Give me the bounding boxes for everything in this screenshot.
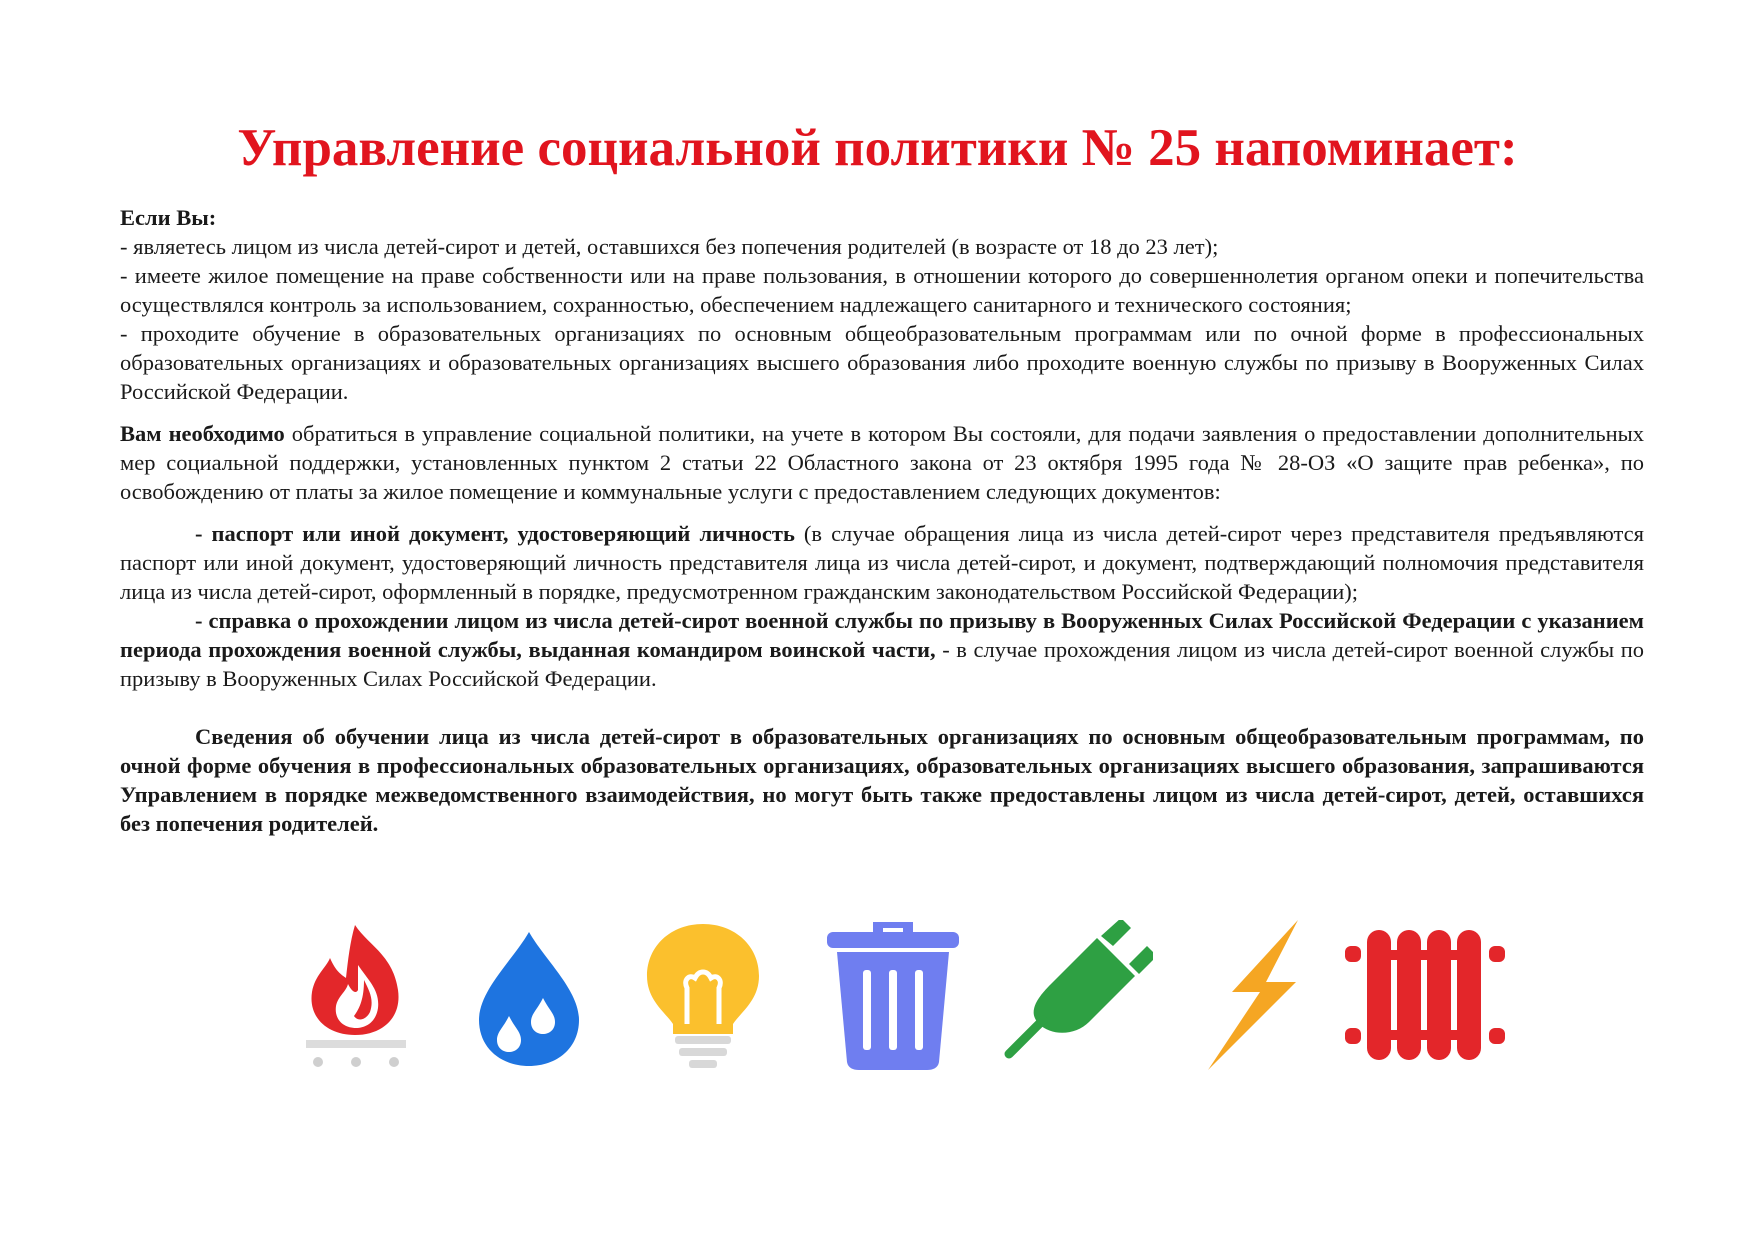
lightning-icon: [1198, 920, 1308, 1070]
radiator-icon: [1345, 920, 1505, 1070]
need-text: обратиться в управление социальной политики, на учете в котором Вы состояли, для подачи заявления о предоставлении дополнительных мер социальной поддержки, установленных пунктом 2 статьи 22 Областного закона от 23 октября 1995 года № 28-ОЗ «О защите прав ребенка», по освобождению от платы за жилое помещение и коммунальные услуги с предоставлением следующих документов:: [120, 421, 1644, 504]
need-lead: Вам необходимо: [120, 421, 285, 446]
document-item-military: - справка о прохождении лицом из числа детей-сирот военной службы по призыву в Вооруженных Силах Российской Федерации с указанием периода прохождения военной службы, выданная командиром воинской части, - в случае прохождения лицом из числа детей-сирот военной службы по призыву в Вооруженных Силах Российской Федерации.: [120, 608, 1644, 691]
water-drop-icon: [473, 920, 585, 1070]
electric-plug-icon: [1003, 920, 1153, 1070]
page-title: Управление социальной политики № 25 напоминает:: [237, 119, 1518, 177]
need-paragraph: [120, 419, 1644, 506]
document-item-passport: - паспорт или иной документ, удостоверяющий личность (в случае обращения лица из числа детей-сирот через представителя предъявляются паспорт или иной документ, удостоверяющий личность представителя лица из числа детей-сирот, и документ, подтверждающий полномочия представителя лица из числа детей-сирот, оформленный в порядке, предусмотренном гражданским законодательством Российской Федерации);: [120, 521, 1645, 604]
light-bulb-icon: [643, 920, 763, 1070]
utility-icons-row: [0, 900, 1755, 1100]
intro-item-3: - проходите обучение в образовательных организациях по основным общеобразовательным программам или по очной форме в профессиональных образовательных организациях и образовательных организациях высшего образования либо проходите военную службы по призыву в Вооруженных Силах Российской Федерации.: [120, 321, 1644, 404]
document-body: [120, 203, 1644, 838]
intro-item-2: - имеете жилое помещение на праве собственности или на праве пользования, в отношении которого до совершеннолетия органом опеки и попечительства осуществлялся контроль за использованием, сохранностью, обеспечением надлежащего санитарного и технического состояния;: [120, 263, 1644, 317]
intro-item-1: - являетесь лицом из числа детей-сирот и детей, оставшихся без попечения родителей (в возрасте от 18 до 23 лет);: [120, 234, 1219, 259]
gas-flame-icon: [298, 920, 413, 1070]
intro-heading: Если Вы:: [120, 205, 217, 230]
education-note: Сведения об обучении лица из числа детей-сирот в образовательных организациях по основным общеобразовательным программам, по очной форме обучения в профессиональных образовательных организациях, образовательных организациях высшего образования, запрашиваются Управлением в порядке межведомственного взаимодействия, но могут быть также предоставлены лицом из числа детей-сирот, детей, оставшихся без попечения родителей.: [120, 724, 1644, 836]
trash-bin-icon: [823, 920, 963, 1070]
